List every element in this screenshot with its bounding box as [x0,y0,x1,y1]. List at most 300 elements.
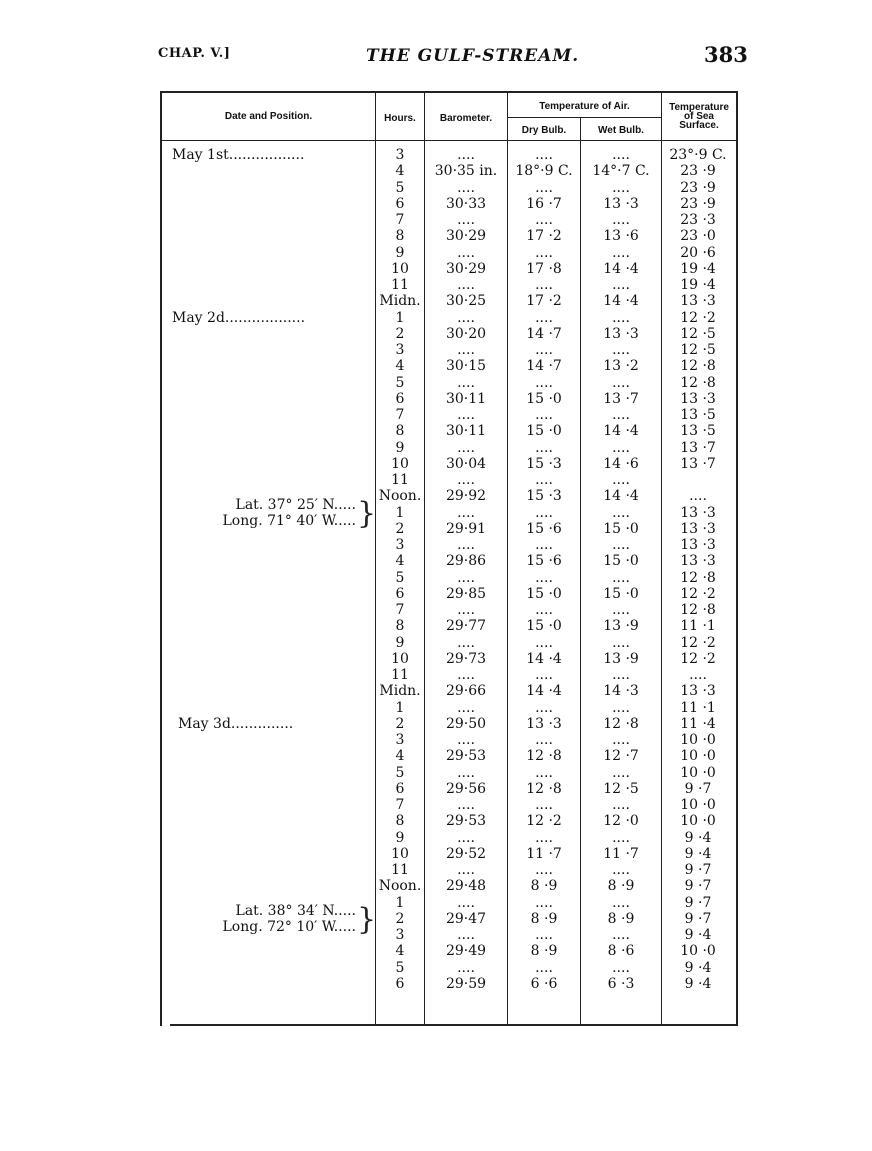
hour-cell: 1 [395,309,405,326]
wet-bulb-cell: .... [612,504,630,521]
table-row [0,911,872,927]
hour-cell: 7 [395,602,405,618]
table-row [0,813,872,829]
wet-bulb-cell: 12 ·0 [603,813,639,830]
table-row [0,895,872,911]
dry-bulb-cell: .... [535,569,553,586]
barometer-cell: 30·29 [445,228,487,245]
table-row [0,488,872,504]
table-row [0,748,872,764]
table-row [0,586,872,602]
hour-cell: 11 [391,472,409,488]
barometer-cell: .... [457,309,475,326]
dry-bulb-cell: 15 ·3 [526,455,562,472]
wet-bulb-cell: 14 ·6 [603,455,639,472]
dry-bulb-cell: 8 ·9 [530,878,558,895]
table-bottom-rule [170,1024,738,1026]
table-row [0,180,872,196]
wet-bulb-cell: .... [612,602,630,618]
wet-bulb-cell: .... [612,179,630,196]
hour-cell: 10 [391,845,409,862]
sea-temp-cell: 9 ·7 [684,878,712,895]
barometer-cell: .... [457,537,475,553]
barometer-cell: .... [457,602,475,618]
table-row [0,570,872,586]
sea-temp-cell: 10 ·0 [680,764,716,781]
dry-bulb-cell: .... [535,439,553,456]
sea-temp-cell: 9 ·4 [684,829,712,846]
hour-cell: 8 [395,618,405,635]
barometer-cell: 29·52 [445,845,487,862]
hour-cell: 1 [395,504,405,521]
dry-bulb-cell: 15 ·0 [526,423,562,440]
table-row [0,326,872,342]
wet-bulb-cell: 12 ·7 [603,748,639,765]
barometer-cell: .... [457,569,475,586]
dry-bulb-cell: 6 ·6 [530,975,558,992]
table-row [0,505,872,521]
wet-bulb-cell: 13 ·7 [603,390,639,407]
running-title: THE GULF-STREAM. [366,46,580,66]
header-air: Temperature of Air. [539,101,630,112]
table-row [0,927,872,943]
table-row [0,261,872,277]
wet-bulb-cell: .... [612,147,630,163]
dry-bulb-cell: .... [535,764,553,781]
barometer-cell: 30·20 [445,325,487,342]
hour-cell: 1 [395,894,405,911]
dry-bulb-cell: 15 ·0 [526,390,562,407]
dry-bulb-cell: 15 ·0 [526,585,562,602]
barometer-cell: 29·56 [445,780,487,797]
table-row [0,683,872,699]
table-row [0,245,872,261]
air-subheader-rule [507,117,661,118]
dry-bulb-cell: 12 ·8 [526,780,562,797]
dry-bulb-cell: .... [535,959,553,976]
wet-bulb-cell: .... [612,407,630,423]
wet-bulb-cell: .... [612,374,630,391]
wet-bulb-cell: .... [612,569,630,586]
dry-bulb-cell: 14 ·7 [526,358,562,375]
sea-temp-cell: 9 ·7 [684,894,712,911]
hour-cell: 6 [395,780,405,797]
hour-cell: 4 [395,748,405,765]
dry-bulb-cell: 8 ·9 [530,910,558,927]
sea-temp-cell: 13 ·3 [680,553,716,570]
hour-cell: 8 [395,423,405,440]
sea-temp-cell: 13 ·3 [680,293,716,310]
wet-bulb-cell: .... [612,212,630,228]
wet-bulb-cell: 14 ·4 [603,293,639,310]
dry-bulb-cell: 11 ·7 [526,845,562,862]
hour-cell: 5 [395,764,405,781]
wet-bulb-cell: 13 ·2 [603,358,639,375]
table-row [0,651,872,667]
sea-temp-cell: 23°·9 C. [669,147,727,163]
hour-cell: 8 [395,813,405,830]
table-row [0,358,872,374]
hour-cell: Noon. [378,488,422,505]
wet-bulb-cell: .... [612,667,630,683]
hour-cell: 11 [391,667,409,683]
sea-temp-cell: 9 ·4 [684,927,712,943]
sea-temp-cell: 10 ·0 [680,943,716,960]
barometer-cell: .... [457,212,475,228]
sea-temp-cell: 12 ·8 [680,374,716,391]
hour-cell: 5 [395,374,405,391]
dry-bulb-cell: 15 ·6 [526,553,562,570]
dry-bulb-cell: 18°·9 C. [515,163,573,180]
dry-bulb-cell: 8 ·9 [530,943,558,960]
wet-bulb-cell: .... [612,342,630,358]
date-label: May 2d.................. [172,309,306,326]
barometer-cell: .... [457,959,475,976]
table-row [0,976,872,992]
barometer-cell: .... [457,244,475,261]
sea-temp-cell: 9 ·4 [684,959,712,976]
dry-bulb-cell: .... [535,927,553,943]
barometer-cell: .... [457,407,475,423]
table-row [0,553,872,569]
dry-bulb-cell: 14 ·7 [526,325,562,342]
sea-temp-cell: .... [689,488,707,505]
table-row [0,878,872,894]
hour-cell: 5 [395,569,405,586]
hour-cell: 5 [395,959,405,976]
table-row [0,212,872,228]
table-row [0,293,872,309]
hour-cell: 10 [391,260,409,277]
table-row [0,700,872,716]
sea-temp-cell: 13 ·3 [680,537,716,553]
wet-bulb-cell: 6 ·3 [607,975,635,992]
dry-bulb-cell: .... [535,472,553,488]
wet-bulb-cell: .... [612,537,630,553]
barometer-cell: 29·77 [445,618,487,635]
dry-bulb-cell: .... [535,667,553,683]
sea-temp-cell: 13 ·3 [680,390,716,407]
header-dry-bulb: Dry Bulb. [521,125,567,136]
date-label: May 3d.............. [178,715,294,732]
page-number: 383 [704,42,748,67]
table-row [0,797,872,813]
header-sea-line1: Temperature [669,102,729,113]
table-row [0,407,872,423]
barometer-cell: .... [457,699,475,716]
wet-bulb-cell: .... [612,472,630,488]
hour-cell: 1 [395,699,405,716]
barometer-cell: 29·49 [445,943,487,960]
dry-bulb-cell: 16 ·7 [526,195,562,212]
hour-cell: 9 [395,244,405,261]
dry-bulb-cell: .... [535,699,553,716]
barometer-cell: .... [457,374,475,391]
date-label: May 1st................. [172,147,305,163]
barometer-cell: 29·47 [445,910,487,927]
dry-bulb-cell: .... [535,732,553,748]
wet-bulb-cell: .... [612,862,630,878]
sea-temp-cell: 12 ·8 [680,602,716,618]
table-row [0,391,872,407]
dry-bulb-cell: .... [535,862,553,878]
sea-temp-cell: 10 ·0 [680,797,716,813]
table-row [0,277,872,293]
dry-bulb-cell: 17 ·2 [526,293,562,310]
barometer-cell: .... [457,472,475,488]
wet-bulb-cell: .... [612,439,630,456]
wet-bulb-cell: .... [612,829,630,846]
hour-cell: 3 [395,732,405,748]
sea-temp-cell: 13 ·7 [680,439,716,456]
hour-cell: 9 [395,439,405,456]
table-row [0,342,872,358]
sea-temp-cell: 13 ·3 [680,520,716,537]
dry-bulb-cell: .... [535,537,553,553]
table-row [0,472,872,488]
hour-cell: 4 [395,553,405,570]
sea-temp-cell: 23 ·9 [680,179,716,196]
barometer-cell: .... [457,667,475,683]
barometer-cell: 29·73 [445,650,487,667]
table-row [0,147,872,163]
barometer-cell: 29·48 [445,878,487,895]
brace-glyph: } [357,901,377,937]
sea-temp-cell: 9 ·7 [684,862,712,878]
dry-bulb-cell: .... [535,829,553,846]
sea-temp-cell: 12 ·2 [680,585,716,602]
hour-cell: 6 [395,195,405,212]
barometer-cell: 29·66 [445,683,487,700]
table-row [0,732,872,748]
table-row [0,635,872,651]
table-row [0,830,872,846]
dry-bulb-cell: 17 ·2 [526,228,562,245]
wet-bulb-cell: .... [612,959,630,976]
barometer-cell: 30·33 [445,195,487,212]
dry-bulb-cell: .... [535,894,553,911]
barometer-cell: 30·04 [445,455,487,472]
hour-cell: Midn. [379,683,421,700]
table-row [0,537,872,553]
dry-bulb-cell: 15 ·6 [526,520,562,537]
wet-bulb-cell: .... [612,277,630,293]
barometer-cell: 29·91 [445,520,487,537]
sea-temp-cell: 23 ·9 [680,163,716,180]
sea-temp-cell: 12 ·8 [680,569,716,586]
sea-temp-cell: 12 ·5 [680,325,716,342]
wet-bulb-cell: .... [612,764,630,781]
sea-temp-cell: 19 ·4 [680,277,716,293]
table-row [0,375,872,391]
latitude-label: Lat. 38° 34′ N..... [235,902,356,919]
barometer-cell: .... [457,439,475,456]
dry-bulb-cell: .... [535,374,553,391]
barometer-cell: 29·92 [445,488,487,505]
hour-cell: 3 [395,927,405,943]
hour-cell: 7 [395,407,405,423]
sea-temp-cell: 11 ·1 [680,618,716,635]
dry-bulb-cell: 15 ·0 [526,618,562,635]
hour-cell: 4 [395,163,405,180]
barometer-cell: 29·59 [445,975,487,992]
hour-cell: 9 [395,634,405,651]
barometer-cell: 30·11 [445,423,487,440]
hour-cell: 2 [395,325,405,342]
dry-bulb-cell: .... [535,147,553,163]
table-row [0,310,872,326]
sea-temp-cell: 11 ·1 [680,699,716,716]
sea-temp-cell: 9 ·7 [684,910,712,927]
dry-bulb-cell: .... [535,277,553,293]
barometer-cell: .... [457,504,475,521]
wet-bulb-cell: 13 ·3 [603,195,639,212]
wet-bulb-cell: 13 ·9 [603,618,639,635]
barometer-cell: .... [457,894,475,911]
table-row [0,781,872,797]
hour-cell: Noon. [378,878,422,895]
dry-bulb-cell: .... [535,212,553,228]
sea-temp-cell: 23 ·0 [680,228,716,245]
table-row [0,196,872,212]
wet-bulb-cell: 8 ·9 [607,910,635,927]
hour-cell: 3 [395,147,405,163]
table-row [0,667,872,683]
table-row [0,228,872,244]
longitude-label: Long. 72° 10′ W..... [222,918,356,935]
wet-bulb-cell: .... [612,732,630,748]
hour-cell: 7 [395,212,405,228]
hour-cell: 10 [391,650,409,667]
dry-bulb-cell: 13 ·3 [526,715,562,732]
barometer-cell: 29·50 [445,715,487,732]
sea-temp-cell: 9 ·4 [684,975,712,992]
barometer-cell: .... [457,764,475,781]
latitude-label: Lat. 37° 25′ N..... [235,496,356,513]
barometer-cell: .... [457,829,475,846]
barometer-cell: .... [457,862,475,878]
table-row [0,456,872,472]
wet-bulb-cell: .... [612,244,630,261]
longitude-label: Long. 71° 40′ W..... [222,512,356,529]
wet-bulb-cell: 14 ·4 [603,260,639,277]
wet-bulb-cell: .... [612,309,630,326]
hour-cell: 8 [395,228,405,245]
hour-cell: 6 [395,390,405,407]
wet-bulb-cell: 8 ·6 [607,943,635,960]
sea-temp-cell: 10 ·0 [680,813,716,830]
sea-temp-cell: 19 ·4 [680,260,716,277]
dry-bulb-cell: 12 ·8 [526,748,562,765]
table-row [0,521,872,537]
sea-temp-cell: .... [689,667,707,683]
sea-temp-cell: 13 ·5 [680,423,716,440]
hour-cell: 7 [395,797,405,813]
hour-cell: 3 [395,342,405,358]
barometer-cell: .... [457,277,475,293]
dry-bulb-cell: .... [535,797,553,813]
wet-bulb-cell: 13 ·9 [603,650,639,667]
barometer-cell: 29·85 [445,585,487,602]
wet-bulb-cell: 8 ·9 [607,878,635,895]
barometer-cell: .... [457,634,475,651]
hour-cell: 3 [395,537,405,553]
barometer-cell: 29·86 [445,553,487,570]
header-hours: Hours. [384,113,416,124]
header-wet-bulb: Wet Bulb. [598,125,644,136]
hour-cell: 11 [391,277,409,293]
header-sea-line3: Surface. [679,120,719,131]
table-top-rule [160,91,738,93]
sea-temp-cell: 10 ·0 [680,748,716,765]
sea-temp-cell: 13 ·5 [680,407,716,423]
header-barometer: Barometer. [439,113,493,124]
hour-cell: 2 [395,520,405,537]
sea-temp-cell: 12 ·8 [680,358,716,375]
wet-bulb-cell: .... [612,797,630,813]
wet-bulb-cell: .... [612,699,630,716]
sea-temp-cell: 12 ·2 [680,650,716,667]
hour-cell: 9 [395,829,405,846]
barometer-cell: .... [457,927,475,943]
wet-bulb-cell: 12 ·5 [603,780,639,797]
hour-cell: Midn. [379,293,421,310]
header-sea-line2: of Sea [683,111,714,122]
barometer-cell: 29·53 [445,748,487,765]
table-row [0,716,872,732]
wet-bulb-cell: .... [612,927,630,943]
dry-bulb-cell: .... [535,309,553,326]
wet-bulb-cell: 15 ·0 [603,520,639,537]
barometer-cell: .... [457,147,475,163]
wet-bulb-cell: .... [612,894,630,911]
header-divider [160,140,738,141]
barometer-cell: .... [457,342,475,358]
dry-bulb-cell: 14 ·4 [526,650,562,667]
header-date: Date and Position. [224,111,313,122]
sea-temp-cell: 12 ·2 [680,309,716,326]
table-row [0,960,872,976]
table-row [0,163,872,179]
wet-bulb-cell: 15 ·0 [603,585,639,602]
table-row [0,943,872,959]
dry-bulb-cell: .... [535,634,553,651]
sea-temp-cell: 12 ·5 [680,342,716,358]
wet-bulb-cell: 11 ·7 [603,845,639,862]
hour-cell: 11 [391,862,409,878]
wet-bulb-cell: 12 ·8 [603,715,639,732]
barometer-cell: 30·35 in. [434,163,498,180]
barometer-cell: .... [457,732,475,748]
hour-cell: 2 [395,715,405,732]
sea-temp-cell: 13 ·3 [680,504,716,521]
hour-cell: 10 [391,455,409,472]
wet-bulb-cell: 14 ·3 [603,683,639,700]
sea-temp-cell: 13 ·7 [680,455,716,472]
wet-bulb-cell: 13 ·6 [603,228,639,245]
hour-cell: 4 [395,943,405,960]
dry-bulb-cell: 15 ·3 [526,488,562,505]
barometer-cell: 30·29 [445,260,487,277]
barometer-cell: 29·53 [445,813,487,830]
sea-temp-cell: 10 ·0 [680,732,716,748]
dry-bulb-cell: .... [535,407,553,423]
sea-temp-cell: 9 ·4 [684,845,712,862]
sea-temp-cell: 23 ·9 [680,195,716,212]
table-row [0,423,872,439]
dry-bulb-cell: 17 ·8 [526,260,562,277]
dry-bulb-cell: .... [535,504,553,521]
